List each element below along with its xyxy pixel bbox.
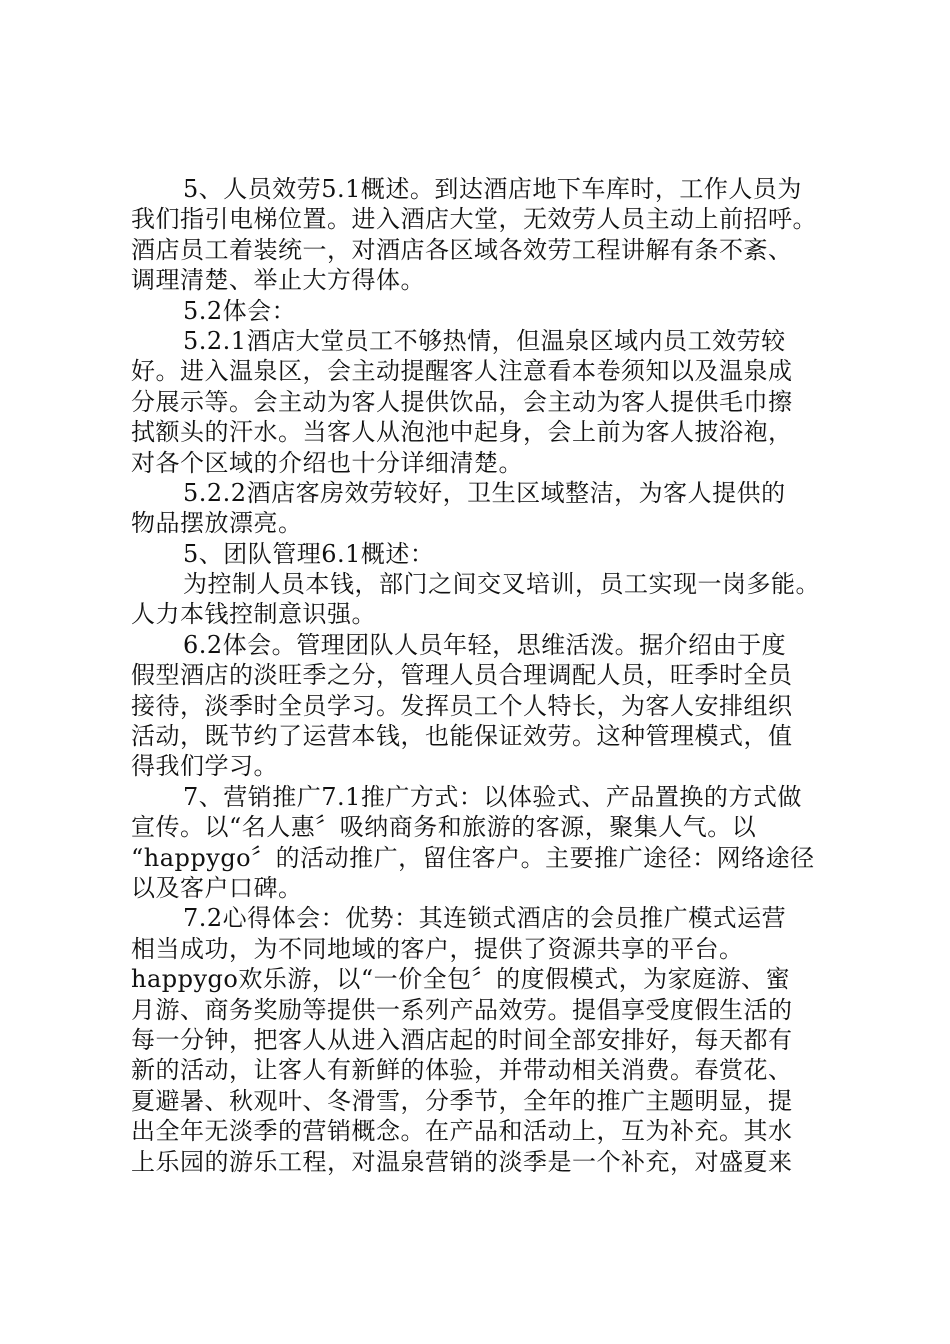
document-body (131, 174, 831, 1177)
text-line: 5、团队管理6.1概述： (183, 539, 435, 568)
text-line: 每一分钟，把客人从进入酒店起的时间全部安排好，每天都有 (131, 1025, 793, 1054)
text-line: 得我们学习。 (131, 752, 278, 781)
text-line: 7.2心得体会：优势：其连锁式酒店的会员推广模式运营 (183, 904, 787, 933)
text-line: 6.2体会。管理团队人员年轻，思维活泼。据介绍由于度 (183, 630, 787, 659)
text-line: 新的活动，让客人有新鲜的体验，并带动相关消费。春赏花、 (131, 1056, 793, 1085)
text-line: 相当成功，为不同地域的客户，提供了资源共享的平台。 (131, 934, 744, 963)
text-line: 调理清楚、举止大方得体。 (131, 266, 425, 295)
text-line: “happygo〞的活动推广，留住客户。主要推广途径：网络途径 (131, 843, 815, 872)
text-line: happygo欢乐游，以“一价全包〞的度假模式，为家庭游、蜜 (131, 965, 791, 994)
text-line: 5.2.1酒店大堂员工不够热情，但温泉区域内员工效劳较 (183, 326, 786, 355)
text-line: 活动，既节约了运营本钱，也能保证效劳。这种管理模式，值 (131, 722, 793, 751)
text-line: 5.2.2酒店客房效劳较好，卫生区域整洁，为客人提供的 (183, 478, 786, 507)
text-line: 月游、商务奖励等提供一系列产品效劳。提倡享受度假生活的 (131, 995, 793, 1024)
text-line: 人力本钱控制意识强。 (131, 600, 376, 629)
text-line: 5、人员效劳5.1概述。到达酒店地下车库时，工作人员为 (183, 175, 802, 203)
text-line: 酒店员工着装统一，对酒店各区域各效劳工程讲解有条不紊、 (131, 235, 793, 264)
text-line: 为控制人员本钱，部门之间交叉培训，员工实现一岗多能。 (183, 570, 820, 599)
text-line: 夏避暑、秋观叶、冬滑雪，分季节，全年的推广主题明显，提 (131, 1086, 793, 1115)
text-line: 分展示等。会主动为客人提供饮品，会主动为客人提供毛巾擦 (131, 387, 793, 416)
text-line: 接待，淡季时全员学习。发挥员工个人特长，为客人安排组织 (131, 691, 793, 720)
text-line: 假型酒店的淡旺季之分，管理人员合理调配人员，旺季时全员 (131, 661, 793, 690)
text-line: 物品摆放漂亮。 (131, 509, 303, 538)
text-line: 以及客户口碑。 (131, 873, 303, 902)
text-line: 上乐园的游乐工程，对温泉营销的淡季是一个补充，对盛夏来 (131, 1147, 793, 1176)
text-line: 我们指引电梯位置。进入酒店大堂，无效劳人员主动上前招呼。 (131, 205, 817, 234)
text-line: 好。进入温泉区，会主动提醒客人注意看本卷须知以及温泉成 (131, 357, 793, 386)
text-line: 对各个区域的介绍也十分详细清楚。 (131, 448, 523, 477)
text-line: 出全年无淡季的营销概念。在产品和活动上，互为补充。其水 (131, 1117, 793, 1146)
text-line: 拭额头的汗水。当客人从泡池中起身，会上前为客人披浴袍， (131, 418, 793, 447)
text-line: 宣传。以“名人惠〞吸纳商务和旅游的客源，聚集人气。以 (131, 813, 757, 842)
text-line: 5.2体会： (183, 296, 297, 325)
text-line: 7、营销推广7.1推广方式：以体验式、产品置换的方式做 (183, 782, 802, 811)
